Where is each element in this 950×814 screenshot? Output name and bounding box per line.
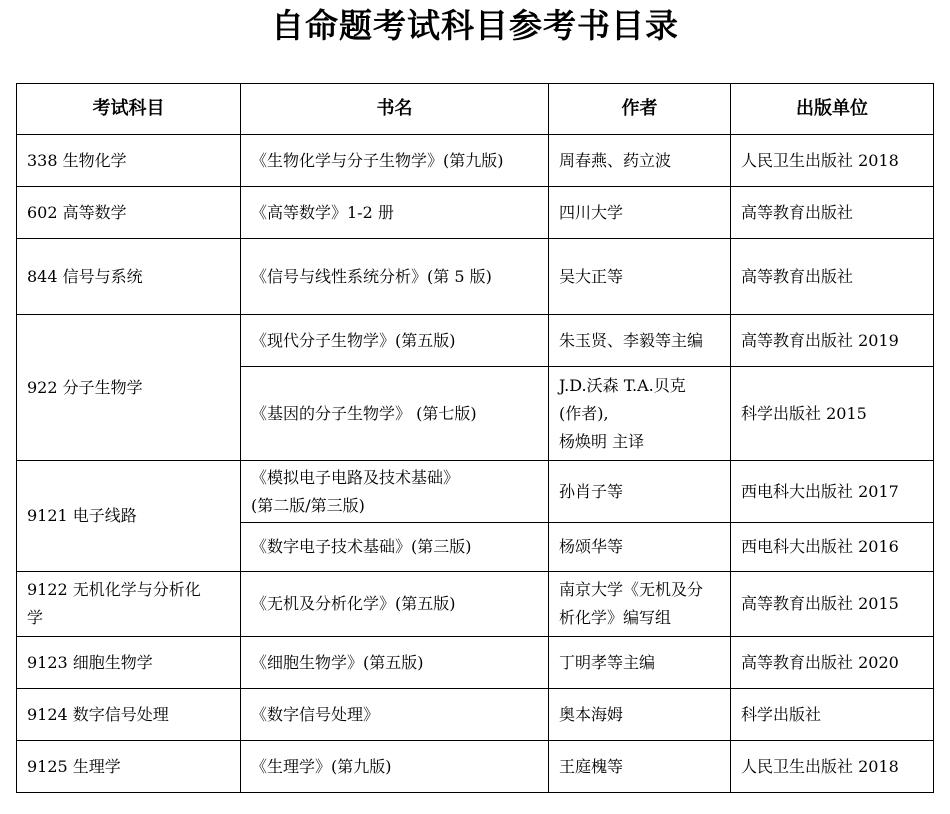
author-cell: 孙肖子等: [549, 461, 731, 523]
book-cell: 《高等数学》1-2 册: [241, 187, 549, 239]
subject-line: 9122 无机化学与分析化: [27, 580, 201, 599]
author-cell: 丁明孝等主编: [549, 637, 731, 689]
table-row: [17, 637, 934, 689]
book-line: 《模拟电子电路及技术基础》: [251, 467, 460, 487]
author-line: 南京大学《无机及分: [559, 580, 704, 599]
publisher-cell: 西电科大出版社 2017: [731, 461, 934, 523]
header-book: 书名: [241, 84, 549, 135]
publisher-cell: 科学出版社: [731, 689, 934, 741]
table-row: [17, 741, 934, 793]
publisher-cell: 高等教育出版社 2015: [731, 572, 934, 637]
author-cell: [549, 367, 731, 461]
table-row: [17, 187, 934, 239]
publisher-cell: 高等教育出版社: [731, 187, 934, 239]
subject-cell: [17, 572, 241, 637]
subject-cell: 602 高等数学: [17, 187, 241, 239]
publisher-cell: 高等教育出版社: [731, 239, 934, 315]
header-author: 作者: [549, 84, 731, 135]
book-cell: 《数字电子技术基础》(第三版): [241, 523, 549, 572]
subject-cell: 338 生物化学: [17, 135, 241, 187]
subject-cell: 9125 生理学: [17, 741, 241, 793]
author-cell: 杨颂华等: [549, 523, 731, 572]
author-cell: [549, 572, 731, 637]
book-cell: 《细胞生物学》(第五版): [241, 637, 549, 689]
author-cell: 朱玉贤、李毅等主编: [549, 315, 731, 367]
author-cell: 奥本海姆: [549, 689, 731, 741]
header-subject: 考试科目: [17, 84, 241, 135]
publisher-cell: 高等教育出版社 2020: [731, 637, 934, 689]
reference-book-table: [16, 83, 934, 793]
author-cell: 吴大正等: [549, 239, 731, 315]
book-cell: 《生理学》(第九版): [241, 741, 549, 793]
subject-cell: 9123 细胞生物学: [17, 637, 241, 689]
book-cell: 《现代分子生物学》(第五版): [241, 315, 549, 367]
publisher-cell: 人民卫生出版社 2018: [731, 135, 934, 187]
table-row: [17, 239, 934, 315]
author-cell: 四川大学: [549, 187, 731, 239]
subject-cell: 922 分子生物学: [17, 315, 241, 461]
table-row: [17, 572, 934, 637]
table-row: [17, 461, 934, 523]
publisher-cell: 西电科大出版社 2016: [731, 523, 934, 572]
book-cell: 《无机及分析化学》(第五版): [241, 572, 549, 637]
book-cell: [241, 461, 549, 523]
author-line: 析化学》编写组: [559, 608, 672, 627]
book-cell: 《数字信号处理》: [241, 689, 549, 741]
table-header-row: [17, 84, 934, 135]
page-title: 自命题考试科目参考书目录: [271, 6, 679, 45]
book-line: (第二版/第三版): [251, 495, 365, 515]
book-cell: 《信号与线性系统分析》(第 5 版): [241, 239, 549, 315]
author-cell: 王庭槐等: [549, 741, 731, 793]
book-cell: 《基因的分子生物学》 (第七版): [241, 367, 549, 461]
subject-cell: 844 信号与系统: [17, 239, 241, 315]
author-line: (作者),: [559, 403, 609, 423]
subject-line: 学: [27, 608, 44, 627]
publisher-cell: 科学出版社 2015: [731, 367, 934, 461]
header-publisher: 出版单位: [731, 84, 934, 135]
book-cell: 《生物化学与分子生物学》(第九版): [241, 135, 549, 187]
author-line: J.D.沃森 T.A.贝克: [559, 375, 686, 395]
table-row: [17, 315, 934, 367]
publisher-cell: 人民卫生出版社 2018: [731, 741, 934, 793]
table-row: [17, 135, 934, 187]
author-line: 杨焕明 主译: [559, 431, 645, 451]
subject-cell: 9124 数字信号处理: [17, 689, 241, 741]
table-row: [17, 689, 934, 741]
publisher-cell: 高等教育出版社 2019: [731, 315, 934, 367]
author-cell: 周春燕、药立波: [549, 135, 731, 187]
subject-cell: 9121 电子线路: [17, 461, 241, 572]
